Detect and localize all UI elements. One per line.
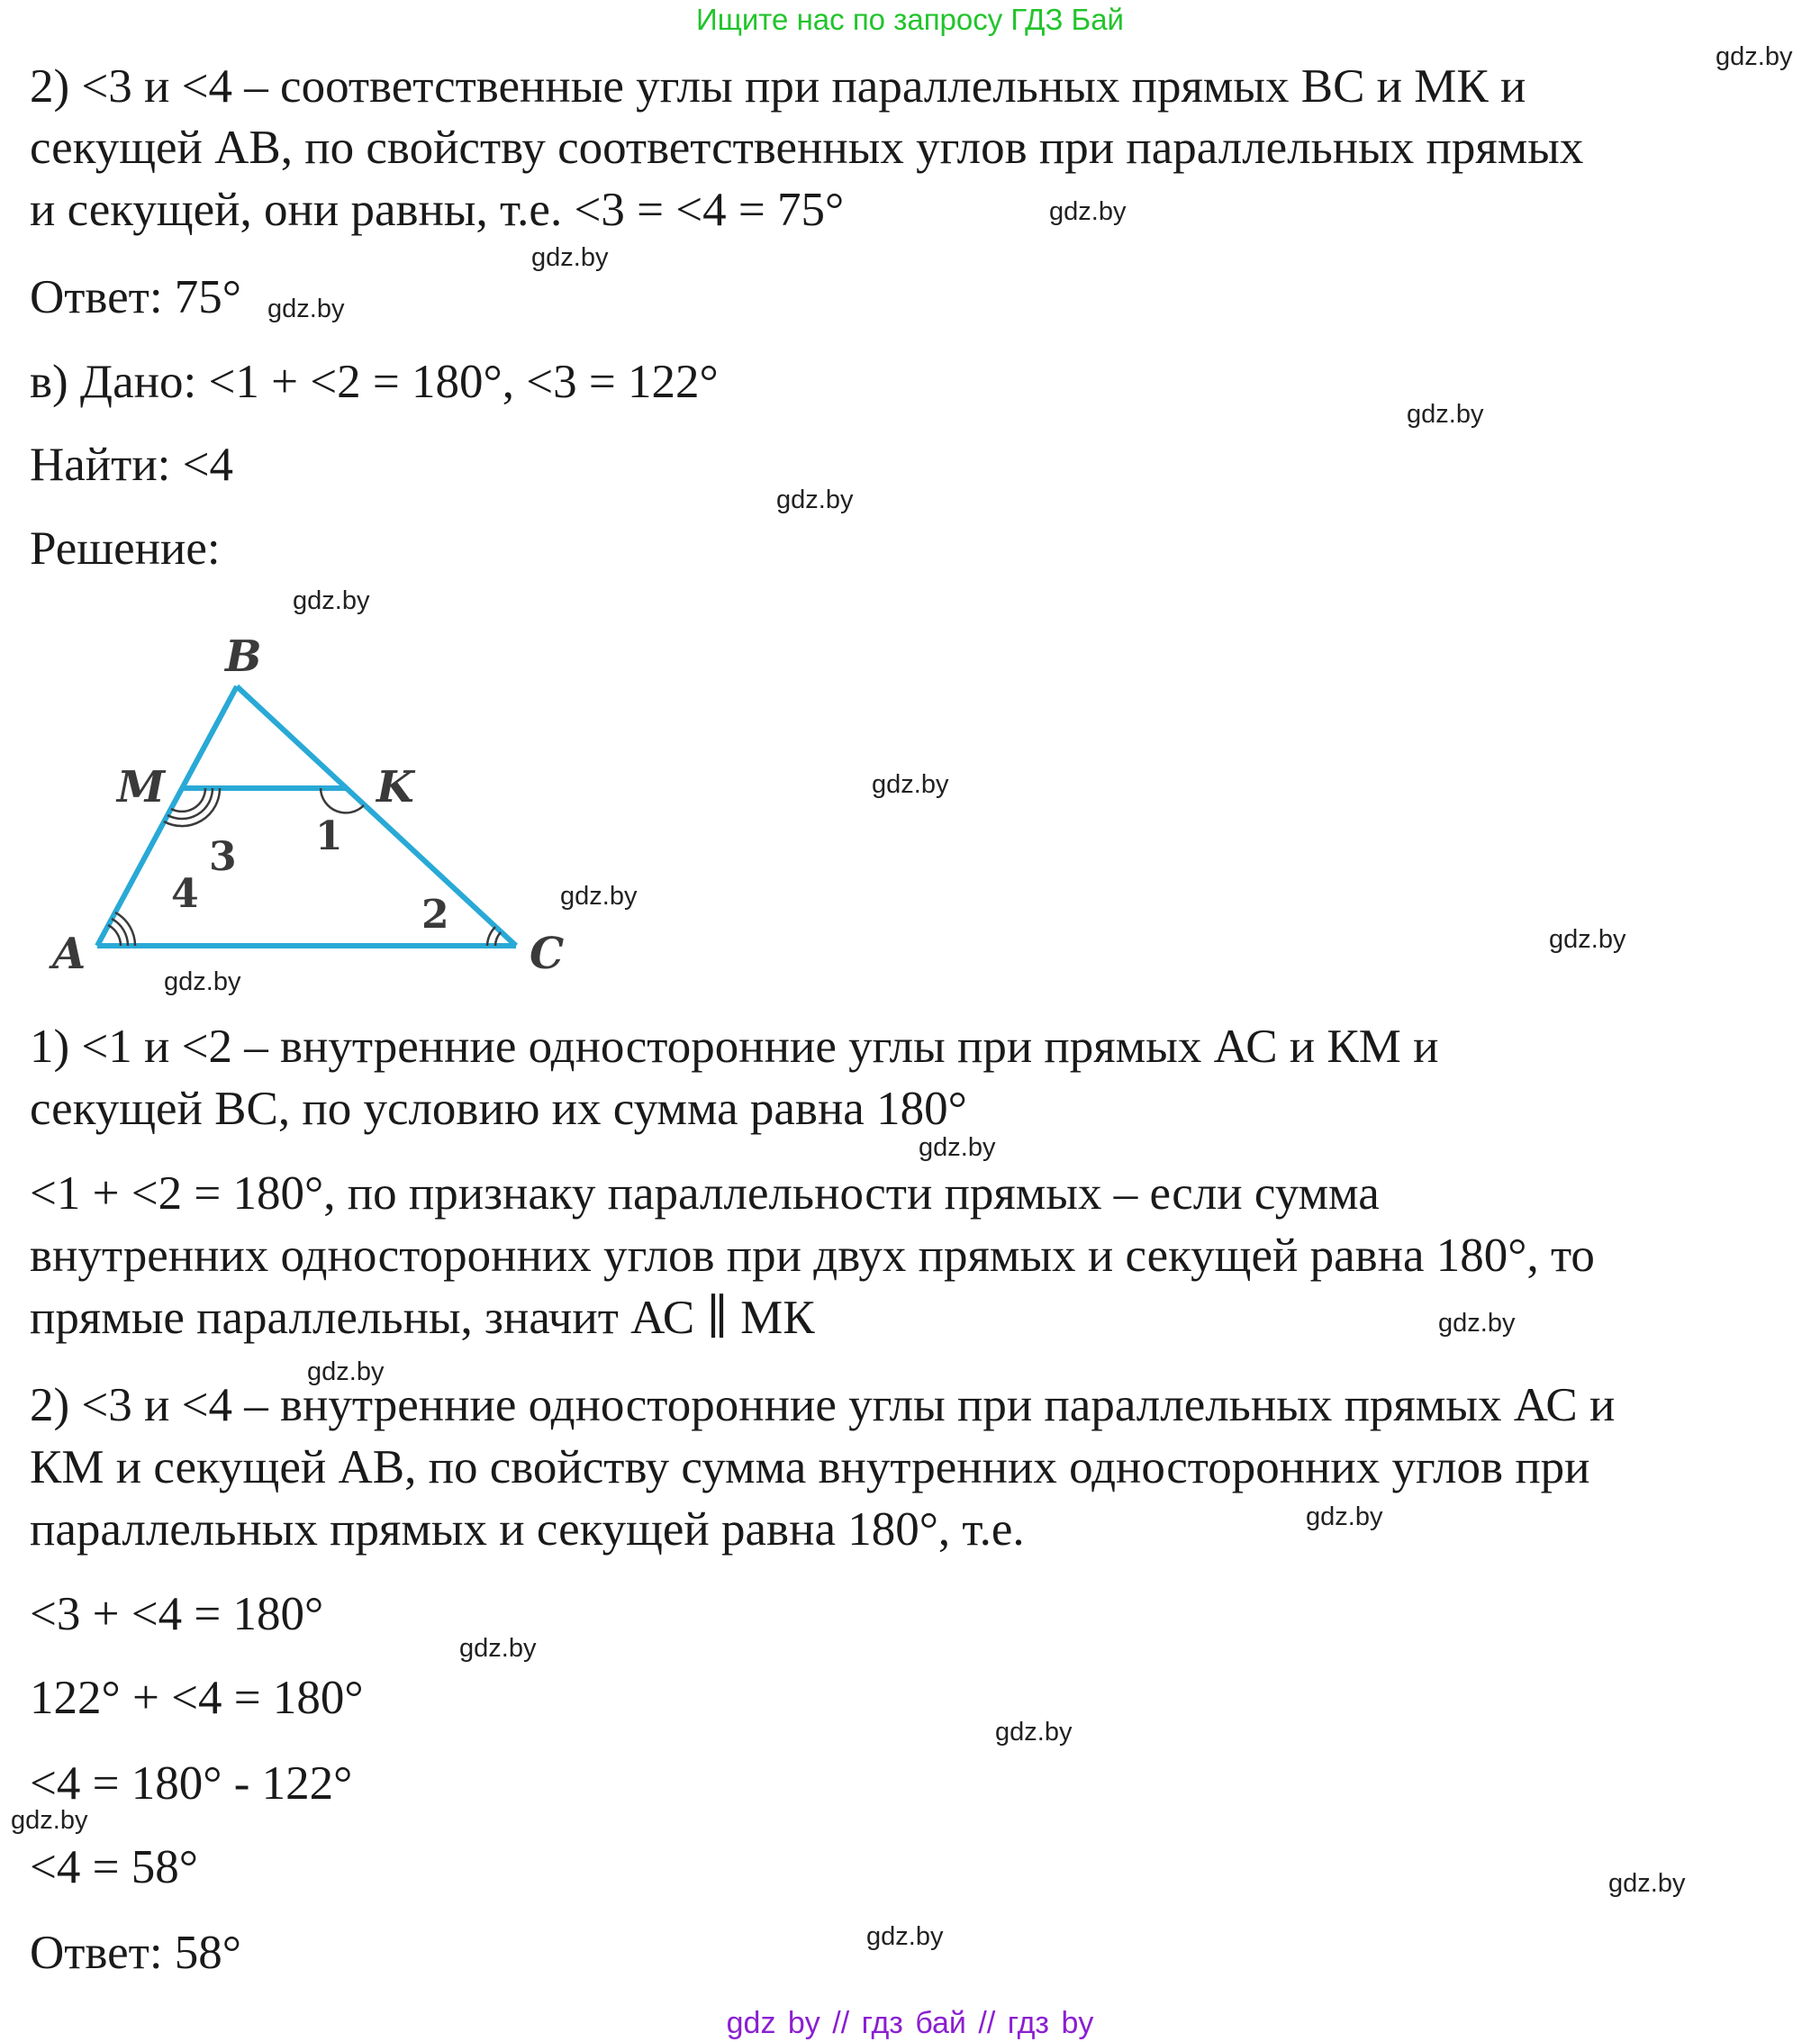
answer-line: Ответ: 75° xyxy=(30,271,242,323)
angle-label-2: 2 xyxy=(421,892,449,938)
watermark: gdz.by xyxy=(459,1634,537,1663)
angle-4-arc xyxy=(115,912,135,946)
angle-4-arc xyxy=(108,925,121,946)
text-line: секущей АВ, по свойству соответственных углов при параллельных прямых xyxy=(30,122,1584,174)
watermark: gdz.by xyxy=(531,243,609,272)
angle-label-4: 4 xyxy=(171,871,199,917)
text-line: 2) <3 и <4 – соответственные углы при параллельных прямых ВС и МК и xyxy=(30,60,1526,113)
watermark: gdz.by xyxy=(1716,42,1793,71)
footer-banner: gdz by // гдз бай // гдз by xyxy=(726,2006,1094,2040)
triangle-diagram xyxy=(45,631,585,982)
watermark: gdz.by xyxy=(267,295,345,323)
watermark: gdz.by xyxy=(560,882,638,911)
angle-label-3: 3 xyxy=(209,834,237,880)
equation-line: <4 = 58° xyxy=(30,1841,198,1893)
equation-line: <3 + <4 = 180° xyxy=(30,1588,324,1640)
find-line: Найти: <4 xyxy=(30,439,234,491)
angle-2-arc xyxy=(487,927,495,946)
angle-label-1: 1 xyxy=(315,813,343,859)
answer-line: Ответ: 58° xyxy=(30,1927,242,1979)
watermark: gdz.by xyxy=(293,586,370,615)
watermark: gdz.by xyxy=(1549,925,1626,954)
solution-heading: Решение: xyxy=(30,522,221,575)
text-line: внутренних односторонних углов при двух прямых и секущей равна 180°, то xyxy=(30,1230,1595,1282)
watermark: gdz.by xyxy=(11,1806,88,1835)
watermark: gdz.by xyxy=(1049,197,1127,226)
text-line: 1) <1 и <2 – внутренние односторонние углы при прямых АС и КМ и xyxy=(30,1021,1439,1073)
watermark: gdz.by xyxy=(164,967,241,996)
text-line: КМ и секущей АВ, по свойству сумма внутренних односторонних углов при xyxy=(30,1441,1590,1493)
text-line: <1 + <2 = 180°, по признаку параллельности прямых – если сумма xyxy=(30,1167,1380,1220)
watermark: gdz.by xyxy=(1306,1502,1383,1531)
header-banner: Ищите нас по запросу ГДЗ Бай xyxy=(696,3,1124,36)
vertex-label-b: B xyxy=(225,631,262,682)
text-line: и секущей, они равны, т.е. <3 = <4 = 75° xyxy=(30,184,845,236)
triangle-figure xyxy=(45,631,585,982)
text-line: 2) <3 и <4 – внутренние односторонние углы при параллельных прямых АС и xyxy=(30,1379,1616,1431)
watermark: gdz.by xyxy=(919,1133,996,1162)
segment-bc xyxy=(237,686,516,946)
watermark: gdz.by xyxy=(1407,400,1484,429)
equation-line: 122° + <4 = 180° xyxy=(30,1672,364,1724)
watermark: gdz.by xyxy=(307,1357,385,1386)
vertex-label-m: M xyxy=(117,762,166,812)
text-line: секущей ВС, по условию их сумма равна 180° xyxy=(30,1083,967,1135)
watermark: gdz.by xyxy=(1608,1869,1686,1898)
watermark: gdz.by xyxy=(776,486,854,514)
watermark: gdz.by xyxy=(1438,1309,1516,1338)
text-line: прямые параллельны, значит АС ∥ МК xyxy=(30,1292,815,1344)
vertex-label-a: A xyxy=(52,929,86,979)
equation-line: <4 = 180° - 122° xyxy=(30,1757,353,1810)
watermark: gdz.by xyxy=(995,1718,1073,1747)
watermark: gdz.by xyxy=(866,1922,944,1951)
vertex-label-k: K xyxy=(376,762,414,812)
given-line: в) Дано: <1 + <2 = 180°, <3 = 122° xyxy=(30,356,719,408)
watermark: gdz.by xyxy=(872,770,949,799)
text-line: параллельных прямых и секущей равна 180°, т.е. xyxy=(30,1503,1025,1556)
vertex-label-c: C xyxy=(530,929,565,979)
